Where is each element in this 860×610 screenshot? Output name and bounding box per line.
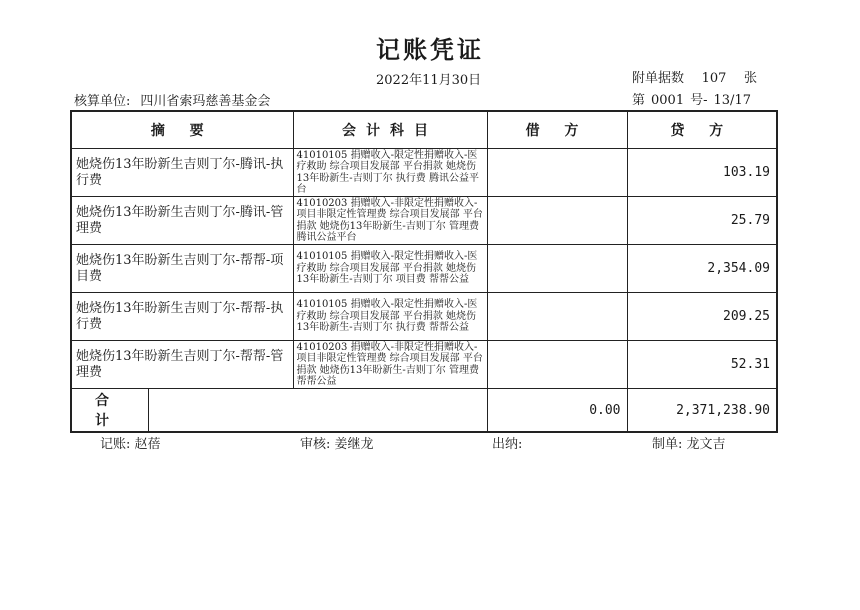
attachment-label: 附单据数 (632, 71, 685, 86)
summary-cell: 她烧伤13年盼新生吉则丁尔-腾讯-管理费 (71, 197, 293, 245)
voucher-table (70, 110, 778, 433)
total-credit: 2,371,238.90 (627, 389, 777, 433)
table-row (71, 341, 777, 389)
voucher-page: 13/17 (713, 93, 751, 108)
total-debit: 0.00 (487, 389, 627, 433)
debit-cell (487, 245, 627, 293)
unit-label: 核算单位: (74, 94, 131, 109)
total-row (71, 389, 777, 433)
header-debit: 借 方 (487, 111, 627, 149)
account-cell: 41010105 捐赠收入-限定性捐赠收入-医疗救助 综合项目发展部 平台捐款 她烧伤13年盼新生-吉则丁尔 执行费 帮帮公益 (293, 293, 487, 341)
debit-cell (487, 341, 627, 389)
voucher-date: 2022年11月30日 (376, 73, 482, 88)
voucher-prefix: 第 (632, 93, 646, 108)
reviewer-signature: 审核: 姜继龙 (300, 437, 374, 452)
total-label-cell (71, 389, 487, 433)
total-blank (149, 389, 487, 431)
credit-cell: 52.31 (627, 341, 777, 389)
credit-cell: 209.25 (627, 293, 777, 341)
attachment-info (632, 67, 757, 86)
attachment-count: 107 (701, 71, 727, 86)
debit-cell (487, 197, 627, 245)
header-credit: 贷 方 (627, 111, 777, 149)
unit-name: 四川省索玛慈善基金会 (140, 94, 271, 109)
table-row (71, 293, 777, 341)
voucher-number-line (632, 89, 757, 108)
cashier-signature: 出纳: (492, 437, 523, 452)
summary-cell: 她烧伤13年盼新生吉则丁尔-腾讯-执行费 (71, 149, 293, 197)
credit-cell: 2,354.09 (627, 245, 777, 293)
debit-cell (487, 293, 627, 341)
attachment-unit: 张 (744, 71, 758, 86)
table-header-row (71, 111, 777, 149)
account-cell: 41010105 捐赠收入-限定性捐赠收入-医疗救助 综合项目发展部 平台捐款 她烧伤13年盼新生-吉则丁尔 项目费 帮帮公益 (293, 245, 487, 293)
account-cell: 41010105 捐赠收入-限定性捐赠收入-医疗救助 综合项目发展部 平台捐款 她烧伤13年盼新生-吉则丁尔 执行费 腾讯公益平台 (293, 149, 487, 197)
account-cell: 41010203 捐赠收入-非限定性捐赠收入-项目非限定性管理费 综合项目发展部 平台捐款 她烧伤13年盼新生-吉则丁尔 管理费 腾讯公益平台 (293, 197, 487, 245)
voucher-number: 0001 (651, 93, 685, 108)
bookkeeper-signature: 记账: 赵蓓 (100, 437, 161, 452)
credit-cell: 103.19 (627, 149, 777, 197)
summary-cell: 她烧伤13年盼新生吉则丁尔-帮帮-项目费 (71, 245, 293, 293)
voucher-title: 记账凭证 (376, 36, 484, 64)
debit-cell (487, 149, 627, 197)
preparer-signature: 制单: 龙文吉 (652, 437, 726, 452)
account-cell: 41010203 捐赠收入-非限定性捐赠收入-项目非限定性管理费 综合项目发展部 平台捐款 她烧伤13年盼新生-吉则丁尔 管理费 帮帮公益 (293, 341, 487, 389)
table-row (71, 149, 777, 197)
summary-cell: 她烧伤13年盼新生吉则丁尔-帮帮-管理费 (71, 341, 293, 389)
table-row (71, 197, 777, 245)
accounting-unit (74, 90, 270, 109)
voucher-suffix: 号- (690, 93, 708, 108)
header-summary: 摘 要 (71, 111, 293, 149)
summary-cell: 她烧伤13年盼新生吉则丁尔-帮帮-执行费 (71, 293, 293, 341)
header-account: 会计科目 (293, 111, 487, 149)
total-label: 合 计 (72, 389, 149, 431)
table-row (71, 245, 777, 293)
credit-cell: 25.79 (627, 197, 777, 245)
